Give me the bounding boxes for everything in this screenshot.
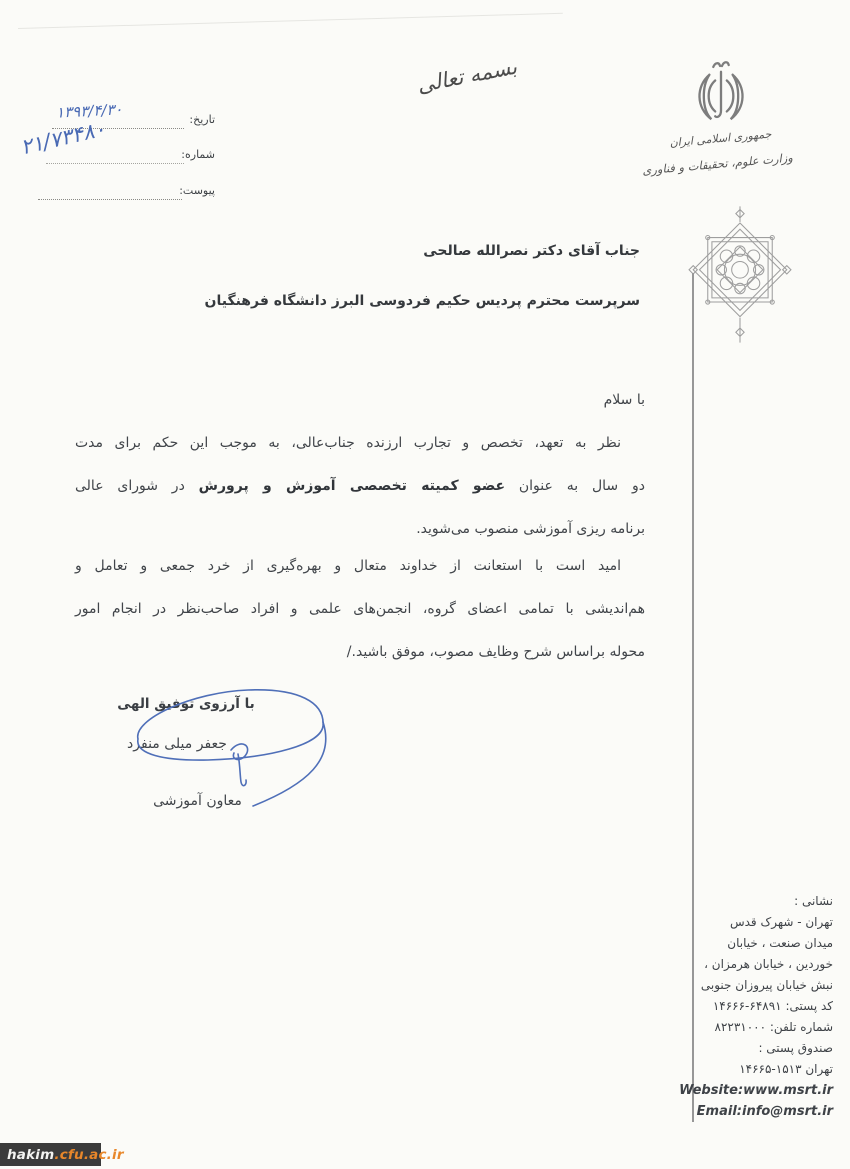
- body-line-6: محوله براساس شرح وظایف مصوب، موفق باشید./: [346, 644, 645, 660]
- geometric-medallion-icon: [688, 205, 792, 345]
- scan-crease-line: [18, 13, 563, 29]
- emblem-country-line: جمهوری اسلامی ایران: [669, 127, 772, 150]
- number-dotted-line: [46, 147, 184, 164]
- phone-value: ۸۲۲۳۱۰۰۰: [714, 1020, 767, 1034]
- recipient-title-line: سرپرست محترم پردیس حکیم فردوسی البرز دانشگاه فرهنگیان: [204, 293, 640, 309]
- address-line: میدان صنعت ، خیابان: [727, 936, 833, 950]
- watermark-badge: [0, 1143, 124, 1166]
- number-label: شماره:: [181, 148, 215, 161]
- body-line-1: نظر به تعهد، تخصص و تجارب ارزنده جناب‌عالی، به موجب این حکم برای مدت: [75, 435, 621, 451]
- body-line-4: امید است با استعانت از خداوند متعال و بهره‌گیری از خرد جمعی و تعامل و: [75, 558, 621, 574]
- body-line-2: [75, 476, 645, 496]
- phone-line: [663, 1017, 833, 1038]
- postal-code-line: [663, 996, 833, 1017]
- closing-wish-line: با آرزوی توفیق الهی: [117, 696, 255, 712]
- address-line: تهران - شهرک قدس: [729, 915, 833, 929]
- pobox-city: تهران: [805, 1062, 833, 1076]
- pobox-value: ۱۴۶۶۵-۱۵۱۳: [739, 1062, 802, 1076]
- body-line-2-pre: دو سال به عنوان: [518, 478, 645, 494]
- date-label: تاریخ:: [189, 113, 215, 126]
- signature-scribble-icon: [103, 684, 341, 824]
- postal-code-label: کد پستی:: [785, 999, 833, 1013]
- pobox-line: [663, 1059, 833, 1080]
- body-line-5: هم‌اندیشی با تمامی اعضای گروه، انجمن‌های علمی و افراد صاحب‌نظر در انجام امور: [75, 601, 645, 617]
- phone-label: شماره تلفن:: [769, 1020, 833, 1034]
- watermark-prefix: hakim: [7, 1146, 55, 1163]
- postal-code-value: ۱۴۶۶۶-۶۴۸۹۱: [712, 999, 782, 1013]
- website-line: Website:www.msrt.ir: [679, 1083, 833, 1098]
- pobox-label: صندوق پستی :: [758, 1041, 833, 1055]
- appointment-title-bold: عضو کمیته تخصصی آموزش و پرورش: [198, 478, 506, 494]
- address-line: نبش خیابان پیروزان جنوبی: [700, 978, 833, 992]
- letterhead-footer: [663, 891, 833, 1122]
- watermark-suffix: .cfu.ac.ir: [54, 1146, 124, 1163]
- date-value-handwritten: ۱۳۹۳/۴/۳۰: [55, 100, 123, 122]
- body-line-3: برنامه ریزی آموزشی منصوب می‌شوید.: [416, 521, 645, 537]
- emblem-ministry-line: وزارت علوم، تحقیقات و فناوری: [641, 150, 794, 178]
- signatory-name: جعفر میلی منفرد: [127, 736, 227, 752]
- body-line-2-post: در شورای عالی: [75, 478, 185, 494]
- number-value-handwritten: ۲۱/۷۳۴۸۰: [18, 116, 108, 160]
- iran-national-emblem-icon: [692, 58, 750, 132]
- signatory-title: معاون آموزشی: [153, 793, 242, 809]
- salutation-line: با سلام: [603, 392, 645, 408]
- attachment-label: پیوست:: [179, 184, 215, 197]
- attachment-dotted-line: [38, 183, 182, 200]
- email-line: Email:info@msrt.ir: [696, 1104, 833, 1119]
- address-label: نشانی :: [794, 894, 833, 908]
- recipient-name-line: جناب آقای دکتر نصرالله صالحی: [423, 243, 640, 259]
- besmellah-calligraphy: بسمه تعالی: [415, 54, 519, 98]
- address-line: خوردین ، خیابان هرمزان ،: [704, 957, 833, 971]
